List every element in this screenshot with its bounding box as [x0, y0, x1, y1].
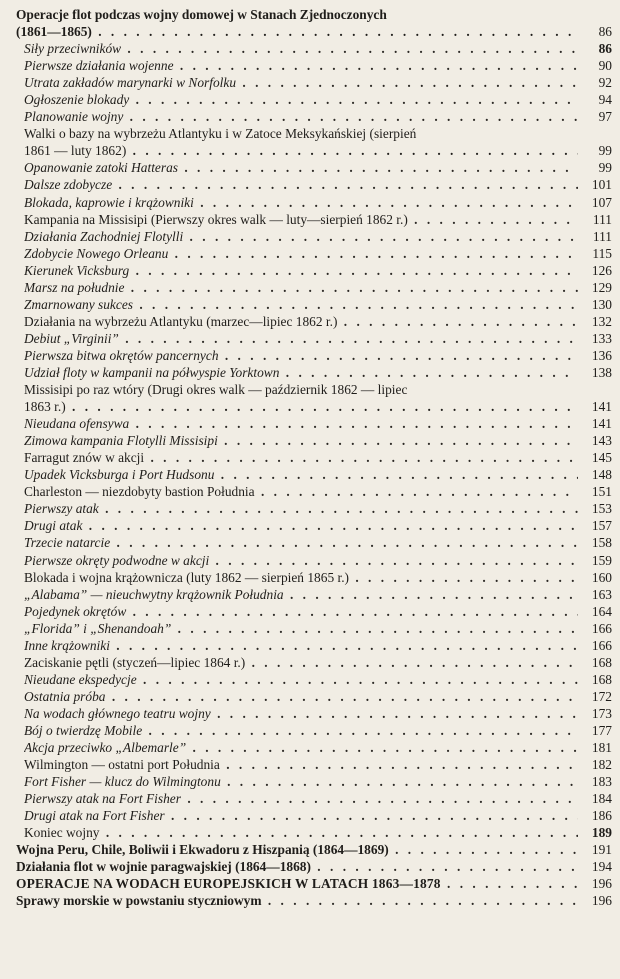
- toc-entry-title: Fort Fisher — klucz do Wilmingtonu . . .: [24, 773, 578, 790]
- toc-entry-page-number: 133: [591, 330, 612, 346]
- toc-entry-title: OPERACJE NA WODACH EUROPEJSKICH W LATACH 1863—1878 . . .: [16, 875, 578, 892]
- toc-entry-title: „Alabama” — nieuchwytny krążownik Południa . . .: [24, 586, 578, 603]
- toc-entry: [16, 671, 612, 688]
- toc-entry: [16, 313, 612, 330]
- toc-entry: [16, 262, 612, 279]
- toc-entry-page-number: 181: [591, 740, 612, 756]
- toc-entry-title: [24, 381, 578, 415]
- toc-entry-title: Zmarnowany sukces . . .: [24, 296, 578, 313]
- toc-entry-page-number: 153: [591, 501, 612, 517]
- toc-entry: [16, 586, 612, 603]
- toc-entry: [16, 176, 612, 193]
- toc-entry-title: Pierwsza bitwa okrętów pancernych . . .: [24, 347, 578, 364]
- toc-entry-page-number: 97: [598, 109, 612, 125]
- toc-entry-page-number: 191: [591, 842, 612, 858]
- toc-entry-page-number: 101: [591, 177, 612, 193]
- toc-entry: [16, 228, 612, 245]
- toc-entry: [16, 466, 612, 483]
- toc-entry-page-number: 186: [591, 808, 612, 824]
- toc-entry: [16, 347, 612, 364]
- toc-entry: [16, 159, 612, 176]
- toc-entry-title: Bój o twierdzę Mobile . . .: [24, 722, 578, 739]
- toc-entry: [16, 517, 612, 534]
- toc-entry-title: Drugi atak na Fort Fisher . . .: [24, 807, 578, 824]
- toc-entry-page-number: 141: [591, 416, 612, 432]
- toc-entry-title: Nieudane ekspedycje . . .: [24, 671, 578, 688]
- toc-entry-title: Trzecie natarcie . . .: [24, 534, 578, 551]
- toc-entry-title: Blokada i wojna krążownicza (luty 1862 — sierpień 1865 r.) . . .: [24, 569, 578, 586]
- toc-entry: [16, 841, 612, 858]
- toc-entry-page-number: 138: [591, 364, 612, 380]
- toc-entry-page-number: 166: [591, 620, 612, 636]
- toc-entry-title-line: Missisipi po raz wtóry (Drugi okres walk — październik 1862 — lipiec: [24, 382, 408, 398]
- toc-entry-title: Dalsze zdobycze . . .: [24, 176, 578, 193]
- toc-entry-page-number: 126: [591, 262, 612, 278]
- toc-entry-title: Inne krążowniki . . .: [24, 637, 578, 654]
- toc-entry-page-number: 143: [591, 433, 612, 449]
- toc-entry-page-number: 189: [591, 825, 612, 841]
- toc-entry: [16, 552, 612, 569]
- toc-entry-page-number: 86: [598, 41, 612, 57]
- toc-entry-title: Pierwszy atak na Fort Fisher . . .: [24, 790, 578, 807]
- toc-entry-page-number: 172: [591, 688, 612, 704]
- toc-entry: [16, 245, 612, 262]
- toc-entry-page-number: 130: [591, 296, 612, 312]
- toc-entry-title: Drugi atak . . .: [24, 517, 578, 534]
- toc-entry-title: [24, 125, 578, 159]
- toc-entry-page-number: 183: [591, 774, 612, 790]
- toc-entry: [16, 194, 612, 211]
- toc-entry: [16, 125, 612, 159]
- toc-entry: [16, 296, 612, 313]
- toc-entry: [16, 790, 612, 807]
- toc-entry-title-line: Walki o bazy na wybrzeżu Atlantyku i w Zatoce Meksykańskiej (sierpień: [24, 126, 417, 142]
- toc-entry-title: Debiut „Virginii” . . .: [24, 330, 578, 347]
- toc-entry-page-number: 132: [591, 313, 612, 329]
- toc-entry: [16, 807, 612, 824]
- toc-entry-page-number: 159: [591, 552, 612, 568]
- toc-entry-title: Działania na wybrzeżu Atlantyku (marzec—lipiec 1862 r.) . . .: [24, 313, 578, 330]
- toc-entry: [16, 603, 612, 620]
- toc-entry: [16, 756, 612, 773]
- toc-entry: [16, 773, 612, 790]
- toc-entry-title-continuation: 1861 — luty 1862) . . .: [24, 142, 578, 159]
- toc-entry: [16, 620, 612, 637]
- toc-entry: [16, 6, 612, 40]
- toc-entry-title: Blokada, kaprowie i krążowniki . . .: [24, 194, 578, 211]
- toc-entry-page-number: 90: [598, 58, 612, 74]
- toc-entry: [16, 569, 612, 586]
- toc-entry: [16, 654, 612, 671]
- toc-entry-page-number: 194: [591, 859, 612, 875]
- toc-entry: [16, 722, 612, 739]
- toc-entry-title: Upadek Vicksburga i Port Hudsonu . . .: [24, 466, 578, 483]
- toc-entry: [16, 108, 612, 125]
- toc-entry-page-number: 173: [591, 705, 612, 721]
- toc-entry-title: Zaciskanie pętli (styczeń—lipiec 1864 r.) . . .: [24, 654, 578, 671]
- toc-entry-title: Pierwszy atak . . .: [24, 500, 578, 517]
- toc-entry-title: Sprawy morskie w powstaniu styczniowym . . .: [16, 892, 578, 909]
- toc-entry-page-number: 168: [591, 671, 612, 687]
- toc-entry-page-number: 115: [592, 245, 612, 261]
- toc-entry: [16, 534, 612, 551]
- toc-entry-page-number: 92: [598, 75, 612, 91]
- toc-entry: [16, 364, 612, 381]
- toc-entry: [16, 381, 612, 415]
- toc-entry-page-number: 145: [591, 450, 612, 466]
- toc-entry: [16, 415, 612, 432]
- toc-entry: [16, 500, 612, 517]
- toc-entry-title: Na wodach głównego teatru wojny . . .: [24, 705, 578, 722]
- toc-entry-page-number: 99: [598, 160, 612, 176]
- toc-entry-title-continuation: 1863 r.) . . .: [24, 398, 578, 415]
- toc-entry-page-number: 160: [591, 569, 612, 585]
- toc-entry-title: Udział floty w kampanii na półwyspie Yorktown . . .: [24, 364, 578, 381]
- toc-entry: [16, 211, 612, 228]
- toc-entry-title: Marsz na południe . . .: [24, 279, 578, 296]
- toc-entry-title: Akcja przeciwko „Albemarle” . . .: [24, 739, 578, 756]
- toc-entry-page-number: 99: [598, 143, 612, 159]
- toc-entry-page-number: 182: [591, 757, 612, 773]
- toc-entry: [16, 824, 612, 841]
- toc-entry: [16, 330, 612, 347]
- toc-entry-title: Koniec wojny . . .: [24, 824, 578, 841]
- toc-entry-title-line: Operacje flot podczas wojny domowej w Stanach Zjednoczonych: [16, 7, 387, 22]
- toc-entry-page-number: 166: [591, 637, 612, 653]
- toc-entry: [16, 57, 612, 74]
- toc-entry: [16, 637, 612, 654]
- toc-entry-title-continuation: (1861—1865) . . .: [16, 23, 578, 40]
- toc-entry: [16, 705, 612, 722]
- toc-entry: [16, 74, 612, 91]
- toc-entry-title: Zimowa kampania Flotylli Missisipi . . .: [24, 432, 578, 449]
- toc-entry: [16, 449, 612, 466]
- toc-entry-page-number: 164: [591, 603, 612, 619]
- toc-entry: [16, 432, 612, 449]
- toc-entry-title: Utrata zakładów marynarki w Norfolku . . .: [24, 74, 578, 91]
- toc-entry-page-number: 111: [592, 228, 612, 244]
- toc-entry-page-number: 86: [598, 24, 612, 40]
- toc-entry-title: Charleston — niezdobyty bastion Południa . . .: [24, 483, 578, 500]
- toc-entry-title: Zdobycie Nowego Orleanu . . .: [24, 245, 578, 262]
- toc-entry-page-number: 158: [591, 535, 612, 551]
- toc-entry-title: Pierwsze działania wojenne . . .: [24, 57, 578, 74]
- toc-entry: [16, 875, 612, 892]
- toc-entry-page-number: 151: [591, 484, 612, 500]
- toc-entry: [16, 688, 612, 705]
- toc-entry-title: „Florida” i „Shenandoah” . . .: [24, 620, 578, 637]
- toc-entry-page-number: 94: [598, 92, 612, 108]
- toc-entry: [16, 739, 612, 756]
- toc-entry-page-number: 107: [591, 194, 612, 210]
- toc-entry-page-number: 148: [591, 467, 612, 483]
- toc-entry-title: Wilmington — ostatni port Południa . . .: [24, 756, 578, 773]
- toc-entry-title: [16, 6, 578, 40]
- toc-entry-title: Opanowanie zatoki Hatteras . . .: [24, 159, 578, 176]
- toc-entry-page-number: 196: [591, 893, 612, 909]
- toc-entry: [16, 858, 612, 875]
- toc-entry-page-number: 196: [591, 876, 612, 892]
- toc-entry-page-number: 136: [591, 347, 612, 363]
- toc-entry-title: Ostatnia próba . . .: [24, 688, 578, 705]
- toc-entry-page-number: 157: [591, 518, 612, 534]
- toc-entry-title: Siły przeciwników . . .: [24, 40, 578, 57]
- toc-entry-title: Kampania na Missisipi (Pierwszy okres walk — luty—sierpień 1862 r.) . . .: [24, 211, 578, 228]
- toc-entry-title: Ogłoszenie blokady . . .: [24, 91, 578, 108]
- toc-entry-title: Wojna Peru, Chile, Boliwii i Ekwadoru z Hiszpanią (1864—1869) . . .: [16, 841, 578, 858]
- toc-entry-page-number: 184: [591, 791, 612, 807]
- toc-entry-page-number: 177: [591, 722, 612, 738]
- toc-entry-title: Farragut znów w akcji . . .: [24, 449, 578, 466]
- toc-entry-page-number: 163: [591, 586, 612, 602]
- toc-entry-page-number: 141: [591, 399, 612, 415]
- toc-entry: [16, 91, 612, 108]
- toc-entry: [16, 40, 612, 57]
- toc-entry-title: Pierwsze okręty podwodne w akcji . . .: [24, 552, 578, 569]
- toc-entry-page-number: 111: [592, 211, 612, 227]
- toc-entry-title: Nieudana ofensywa . . .: [24, 415, 578, 432]
- table-of-contents: [16, 6, 612, 909]
- toc-entry: [16, 892, 612, 909]
- toc-entry-title: Pojedynek okrętów . . .: [24, 603, 578, 620]
- toc-entry-title: Działania flot w wojnie paragwajskiej (1864—1868) . . .: [16, 858, 578, 875]
- toc-entry-title: Planowanie wojny . . .: [24, 108, 578, 125]
- toc-entry-page-number: 129: [591, 279, 612, 295]
- toc-entry-title: Kierunek Vicksburg . . .: [24, 262, 578, 279]
- toc-entry-page-number: 168: [591, 654, 612, 670]
- toc-entry-title: Działania Zachodniej Flotylli . . .: [24, 228, 578, 245]
- toc-entry: [16, 279, 612, 296]
- toc-entry: [16, 483, 612, 500]
